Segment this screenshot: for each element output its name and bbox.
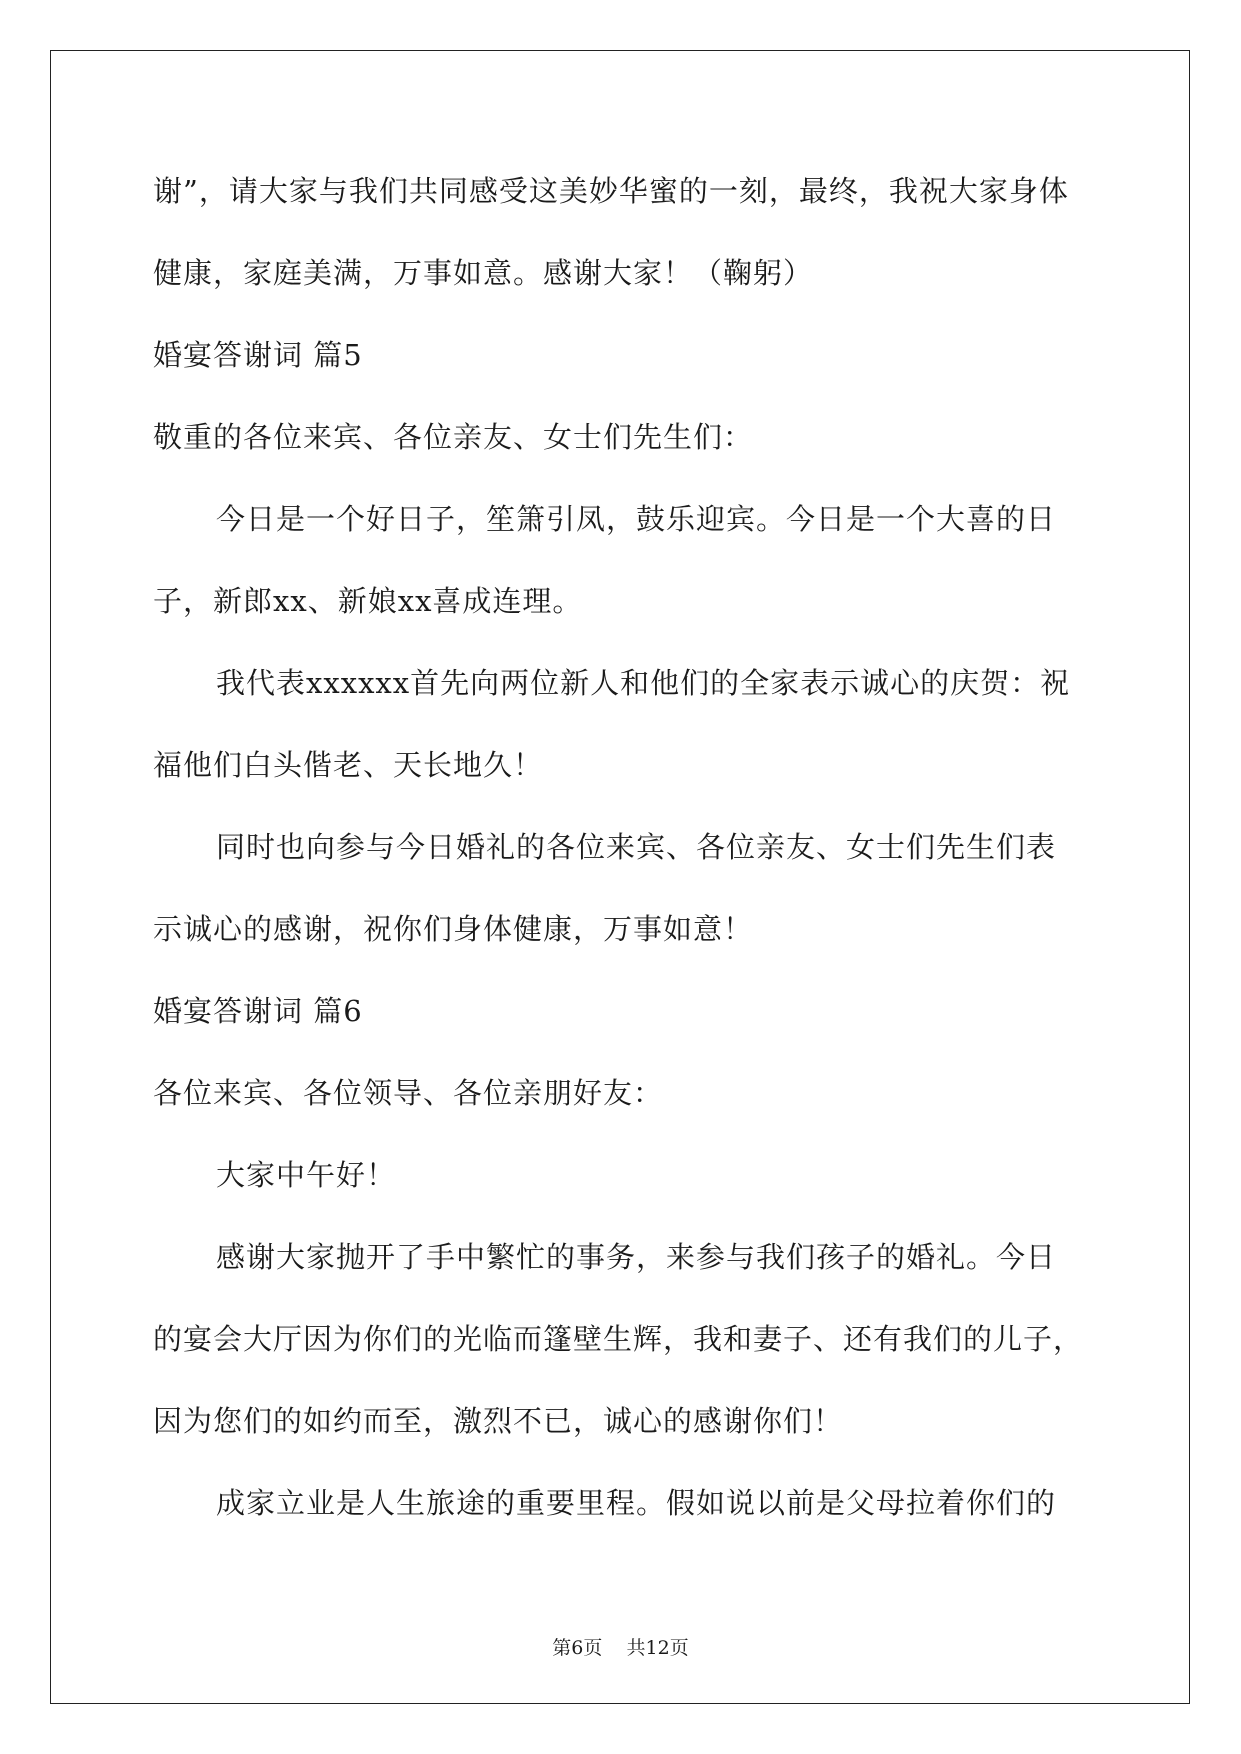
text-line: 示诚心的感谢，祝你们身体健康，万事如意！ bbox=[153, 912, 754, 946]
text-line: 各位来宾、各位领导、各位亲朋好友： bbox=[153, 1076, 664, 1110]
text-line: 婚宴答谢词 篇6 bbox=[153, 994, 363, 1028]
text-line: 成家立业是人生旅途的重要里程。假如说以前是父母拉着你们的 bbox=[216, 1486, 1057, 1520]
text-line: 谢”，请大家与我们共同感受这美妙华蜜的一刻，最终，我祝大家身体 bbox=[153, 174, 1069, 208]
text-line: 子，新郎xx、新娘xx喜成连理。 bbox=[153, 584, 583, 618]
text-line: 感谢大家抛开了手中繁忙的事务，来参与我们孩子的婚礼。今日 bbox=[216, 1240, 1057, 1274]
page-number: 第6页 bbox=[552, 1637, 603, 1659]
text-line: 因为您们的如约而至，激烈不已，诚心的感谢你们！ bbox=[153, 1404, 844, 1438]
page-footer bbox=[0, 1633, 1241, 1660]
page-total: 共12页 bbox=[626, 1637, 689, 1659]
text-line: 福他们白头偕老、天长地久！ bbox=[153, 748, 544, 782]
text-line: 健康，家庭美满，万事如意。感谢大家！（鞠躬） bbox=[153, 256, 814, 290]
text-line: 我代表xxxxxx首先向两位新人和他们的全家表示诚心的庆贺：祝 bbox=[216, 666, 1071, 700]
text-line: 敬重的各位来宾、各位亲友、女士们先生们： bbox=[153, 420, 754, 454]
document-body bbox=[153, 150, 1093, 1544]
text-line: 婚宴答谢词 篇5 bbox=[153, 338, 363, 372]
text-line: 同时也向参与今日婚礼的各位来宾、各位亲友、女士们先生们表 bbox=[216, 830, 1057, 864]
text-line: 的宴会大厅因为你们的光临而篷壁生辉，我和妻子、还有我们的儿子， bbox=[153, 1322, 1084, 1356]
text-line: 今日是一个好日子，笙箫引凤，鼓乐迎宾。今日是一个大喜的日 bbox=[216, 502, 1057, 536]
text-line: 大家中午好！ bbox=[216, 1158, 397, 1192]
